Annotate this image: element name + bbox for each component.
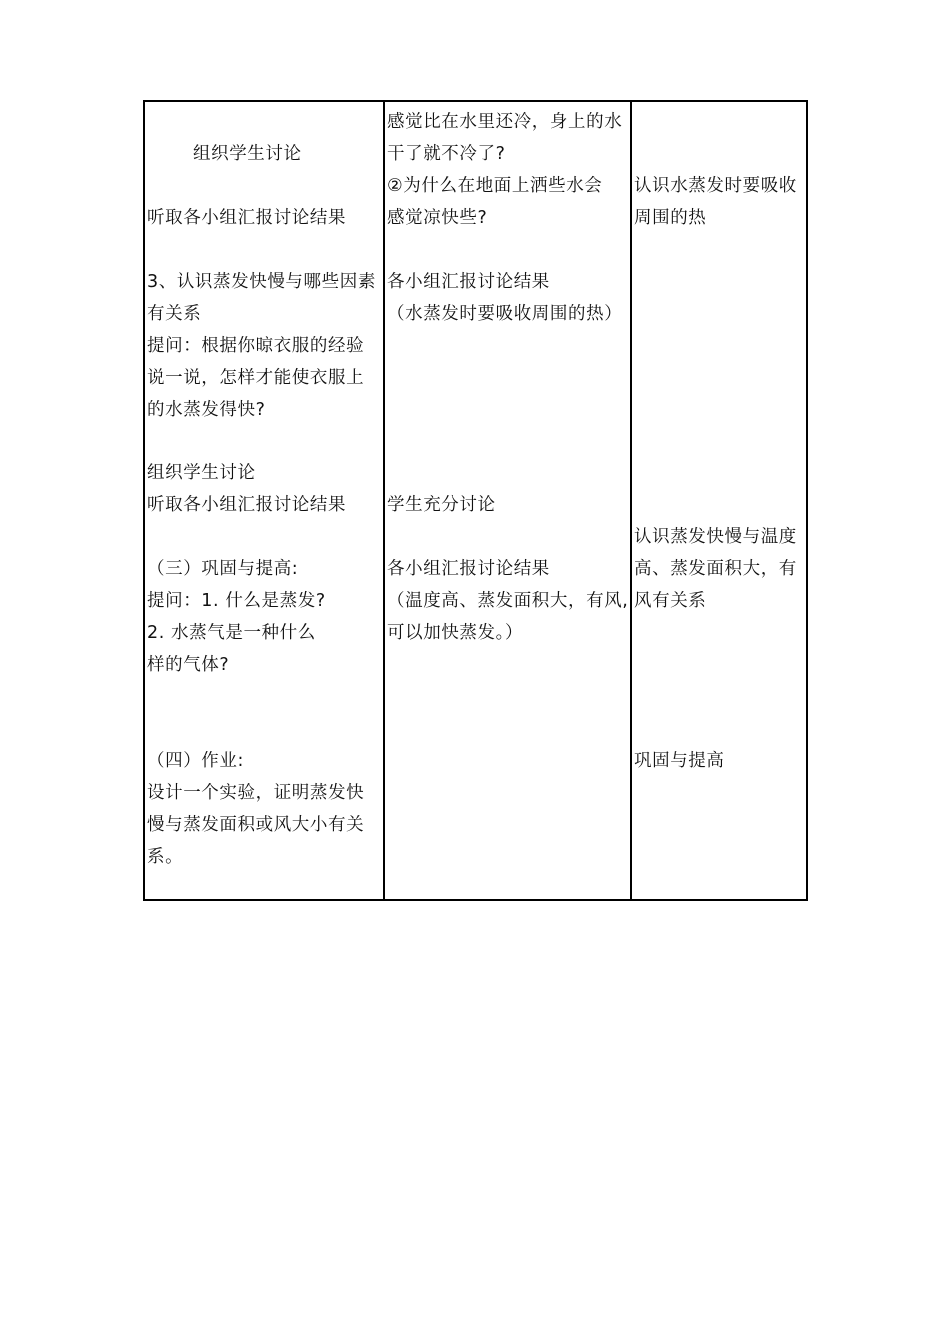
text-line: 的水蒸发得快? xyxy=(147,400,266,420)
text-line: 慢与蒸发面积或风大小有关 xyxy=(147,815,365,835)
text-line: 可以加快蒸发。） xyxy=(387,623,524,643)
text-line: 组织学生讨论 xyxy=(147,463,256,483)
text-line: 干了就不冷了? xyxy=(387,144,506,164)
text-line: 风有关系 xyxy=(634,591,707,611)
text-line: ②为什么在地面上洒些水会 xyxy=(387,176,603,196)
text-line: 高、蒸发面积大，有 xyxy=(634,559,797,579)
design-intent-column xyxy=(632,102,808,899)
student-activity-column xyxy=(385,102,630,899)
text-line: （三）巩固与提高: xyxy=(147,559,299,579)
text-line: 设计一个实验，证明蒸发快 xyxy=(147,783,365,803)
text-line: 有关系 xyxy=(147,304,202,324)
text-line: 样的气体? xyxy=(147,655,230,675)
text-line: （水蒸发时要吸收周围的热） xyxy=(387,304,623,324)
text-line: 认识水蒸发时要吸收 xyxy=(634,176,797,196)
text-line: 认识蒸发快慢与温度 xyxy=(634,527,797,547)
text-line: 说一说，怎样才能使衣服上 xyxy=(147,368,365,388)
lesson-plan-table xyxy=(143,100,808,901)
text-line: 巩固与提高 xyxy=(634,751,725,771)
text-line: 感觉凉快些? xyxy=(387,208,488,228)
text-line: 各小组汇报讨论结果 xyxy=(387,559,550,579)
text-line: 各小组汇报讨论结果 xyxy=(387,272,550,292)
text-line: 听取各小组汇报讨论结果 xyxy=(147,208,347,228)
text-line: 周围的热 xyxy=(634,208,707,228)
text-line: 学生充分讨论 xyxy=(387,495,496,515)
text-line: 感觉比在水里还冷，身上的水 xyxy=(387,112,623,132)
text-line: 提问：根据你晾衣服的经验 xyxy=(147,336,365,356)
text-line: 3、认识蒸发快慢与哪些因素 xyxy=(147,272,376,292)
text-line: （四）作业: xyxy=(147,751,244,771)
teacher-activity-column xyxy=(145,102,383,899)
text-line: 听取各小组汇报讨论结果 xyxy=(147,495,347,515)
text-line: 2. 水蒸气是一种什么 xyxy=(147,623,316,643)
text-line: 提问：1. 什么是蒸发? xyxy=(147,591,326,611)
text-line: 组织学生讨论 xyxy=(193,144,302,164)
text-line: （温度高、蒸发面积大，有风, xyxy=(387,591,629,611)
text-line: 系。 xyxy=(147,847,184,867)
